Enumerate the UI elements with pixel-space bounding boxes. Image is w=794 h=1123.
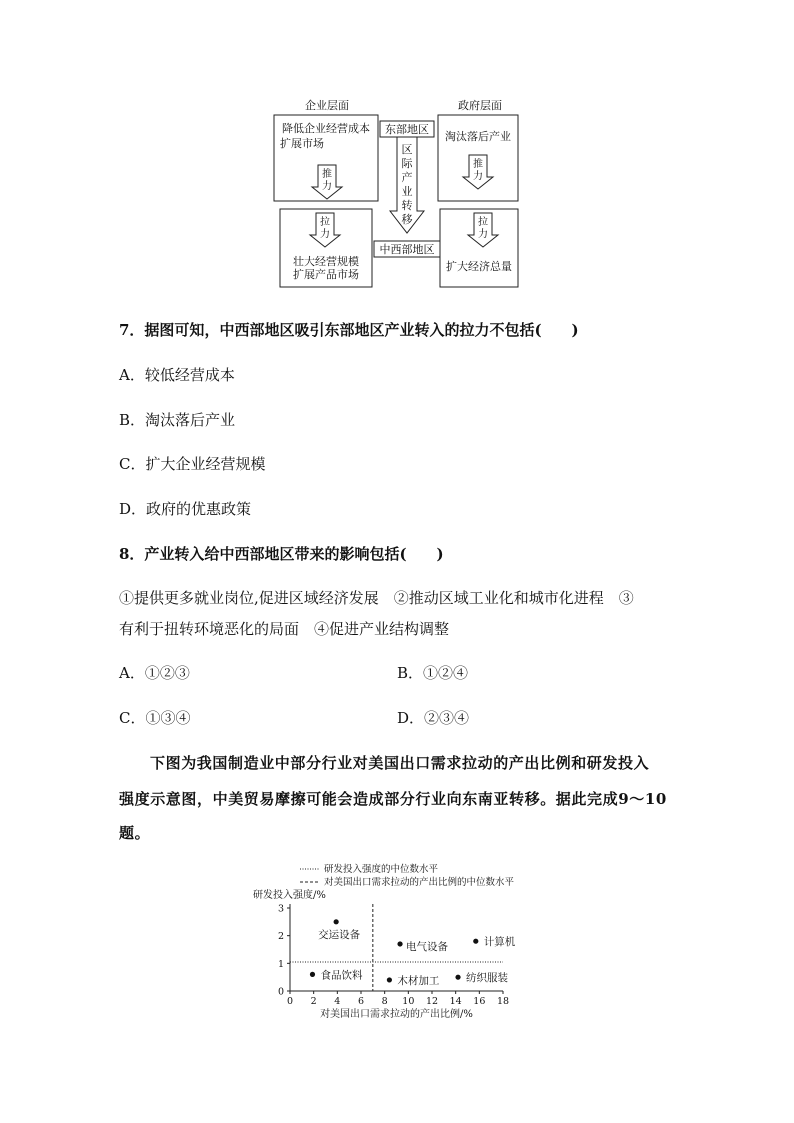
push-label-1: 推	[322, 169, 332, 180]
x-axis-label: 对美国出口需求拉动的产出比例/%	[320, 1009, 473, 1020]
question-7-option-a[interactable]: A．较低经营成本	[119, 366, 235, 384]
transfer-char-6: 移	[401, 213, 413, 226]
gov-pull-label-2: 力	[478, 229, 488, 240]
data-point-label: 食品饮料	[320, 969, 363, 982]
legend-label-rd-median: 研发投入强度的中位数水平	[324, 864, 439, 875]
y-tick-label: 0	[277, 986, 284, 998]
data-point	[310, 972, 315, 977]
y-tick-label: 1	[277, 958, 284, 970]
transfer-char-1: 区	[401, 143, 413, 156]
gov-push-label-2: 力	[473, 171, 483, 182]
x-tick-label: 10	[402, 996, 415, 1007]
intro-line-3: 题。	[119, 824, 151, 842]
data-point	[455, 975, 460, 980]
data-point-label: 纺织服装	[466, 972, 509, 985]
industry-transfer-diagram	[260, 95, 530, 295]
government-level-title: 政府层面	[458, 99, 502, 112]
intro-line-2: 强度示意图，中美贸易摩擦可能会造成部分行业向东南亚转移。据此完成9～10	[119, 790, 667, 808]
question-8-option-d[interactable]: D．②③④	[397, 709, 470, 727]
y-tick-label: 3	[277, 903, 284, 915]
transfer-char-2: 际	[401, 157, 413, 170]
x-tick-label: 14	[449, 996, 462, 1007]
x-tick-label: 4	[334, 996, 341, 1007]
question-7-stem: 7．据图可知，中西部地区吸引东部地区产业转入的拉力不包括( )	[119, 321, 579, 339]
gov-push-label-1: 推	[473, 159, 483, 170]
data-point-label: 计算机	[483, 936, 516, 949]
question-8-stem: 8．产业转入给中西部地区带来的影响包括( )	[119, 545, 444, 563]
government-top-box	[438, 115, 518, 201]
scatter-chart	[250, 860, 560, 1025]
x-tick-label: 2	[310, 996, 317, 1007]
question-8-option-c[interactable]: C．①③④	[119, 709, 191, 727]
enterprise-top-line1: 降低企业经营成本	[282, 122, 370, 135]
data-point-label: 交运设备	[318, 928, 361, 941]
question-8-option-a[interactable]: A．①②③	[119, 664, 190, 682]
x-tick-label: 0	[286, 996, 294, 1007]
data-point	[397, 941, 402, 946]
enterprise-bottom-line2: 扩展产品市场	[293, 268, 359, 281]
government-top-label: 淘汰落后产业	[445, 130, 511, 143]
data-point	[334, 919, 339, 924]
central-west-region-label: 中西部地区	[379, 243, 435, 256]
push-label-2: 力	[322, 181, 332, 192]
question-8-statements-line2: 有利于扭转环境恶化的局面 ④促进产业结构调整	[119, 620, 450, 638]
y-axis-label: 研发投入强度/%	[253, 890, 326, 901]
transfer-char-3: 产	[401, 171, 413, 184]
x-tick-label: 12	[425, 996, 439, 1007]
east-region-label: 东部地区	[385, 123, 429, 136]
question-8-option-b[interactable]: B．①②④	[397, 664, 469, 682]
pull-label-1: 拉	[320, 217, 330, 228]
gov-pull-label-1: 拉	[478, 217, 488, 228]
data-point-label: 电气设备	[406, 940, 449, 953]
x-tick-label: 18	[496, 996, 510, 1007]
question-7-option-b[interactable]: B．淘汰落后产业	[119, 411, 236, 429]
enterprise-level-title: 企业层面	[305, 99, 349, 112]
transfer-char-5: 转	[401, 199, 413, 212]
data-point	[473, 939, 478, 944]
transfer-char-4: 业	[401, 185, 413, 198]
legend-label-export-median: 对美国出口需求拉动的产出比例的中位数水平	[324, 877, 515, 888]
data-point-label: 木材加工	[397, 974, 440, 987]
enterprise-bottom-line1: 壮大经营规模	[293, 255, 359, 268]
x-tick-label: 16	[473, 996, 486, 1007]
pull-label-2: 力	[320, 229, 330, 240]
question-7-option-c[interactable]: C．扩大企业经营规模	[119, 455, 266, 473]
x-tick-label: 8	[381, 996, 388, 1007]
y-tick-label: 2	[277, 931, 284, 943]
question-8-statements-line1: ①提供更多就业岗位,促进区域经济发展 ②推动区域工业化和城市化进程 ③	[119, 589, 634, 607]
question-7-option-d[interactable]: D．政府的优惠政策	[119, 500, 252, 518]
intro-line-1: 下图为我国制造业中部分行业对美国出口需求拉动的产出比例和研发投入	[150, 754, 650, 772]
government-bottom-label: 扩大经济总量	[446, 260, 512, 273]
x-tick-label: 6	[357, 996, 365, 1007]
data-point	[387, 977, 392, 982]
enterprise-top-line2: 扩展市场	[280, 137, 324, 150]
